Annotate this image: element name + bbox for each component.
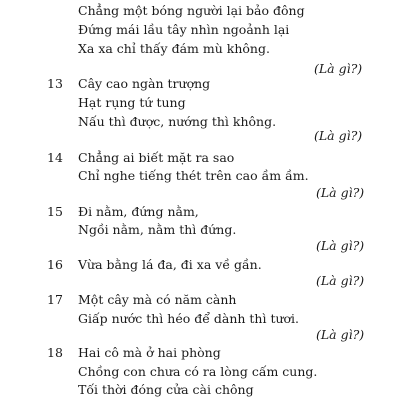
riddle-line: Hai cô mà ở hai phòng: [78, 345, 221, 360]
riddle-line: Một cây mà có năm cành: [78, 292, 237, 307]
riddle-line: Nấu thì được, nướng thì không.: [78, 114, 277, 129]
riddle-number: 15: [47, 204, 63, 219]
riddle-line: Giấp nước thì héo để dành thì tươi.: [78, 311, 300, 326]
riddle-answer-prompt: (Là gì?): [314, 61, 363, 76]
riddle-line: Chẳng một bóng người lại bảo đông: [78, 3, 305, 18]
riddle-line: Đi nằm, đứng nằm,: [78, 204, 199, 219]
riddle-line: Cây cao ngàn trượng: [78, 76, 211, 91]
riddle-answer-prompt: (Là gì?): [316, 238, 365, 253]
riddle-line: Xa xa chỉ thấy đám mù không.: [78, 41, 270, 56]
riddle-number: 14: [47, 150, 63, 165]
riddle-line: Tối thời đóng cửa cài chông: [78, 382, 254, 397]
riddle-line: Chồng con chưa có ra lòng cấm cung.: [78, 364, 318, 379]
riddle-number: 16: [47, 257, 63, 272]
riddle-line: Hạt rụng tứ tung: [78, 95, 186, 110]
riddle-number: 17: [47, 292, 63, 307]
riddle-line: Ngồi nằm, nằm thì đứng.: [78, 222, 237, 237]
riddle-answer-prompt: (Là gì?): [316, 327, 365, 342]
riddle-number: 13: [47, 76, 63, 91]
riddle-line: Chỉ nghe tiếng thét trên cao ầm ầm.: [78, 168, 309, 183]
riddle-line: Chẳng ai biết mặt ra sao: [78, 150, 235, 165]
riddle-number: 18: [47, 345, 63, 360]
riddle-line: Vừa bằng lá đa, đi xa về gần.: [78, 257, 262, 272]
riddle-line: Đứng mái lầu tây nhìn ngoảnh lại: [78, 22, 290, 37]
riddle-answer-prompt: (Là gì?): [314, 128, 363, 143]
riddle-answer-prompt: (Là gì?): [316, 273, 365, 288]
riddle-answer-prompt: (Là gì?): [316, 185, 365, 200]
